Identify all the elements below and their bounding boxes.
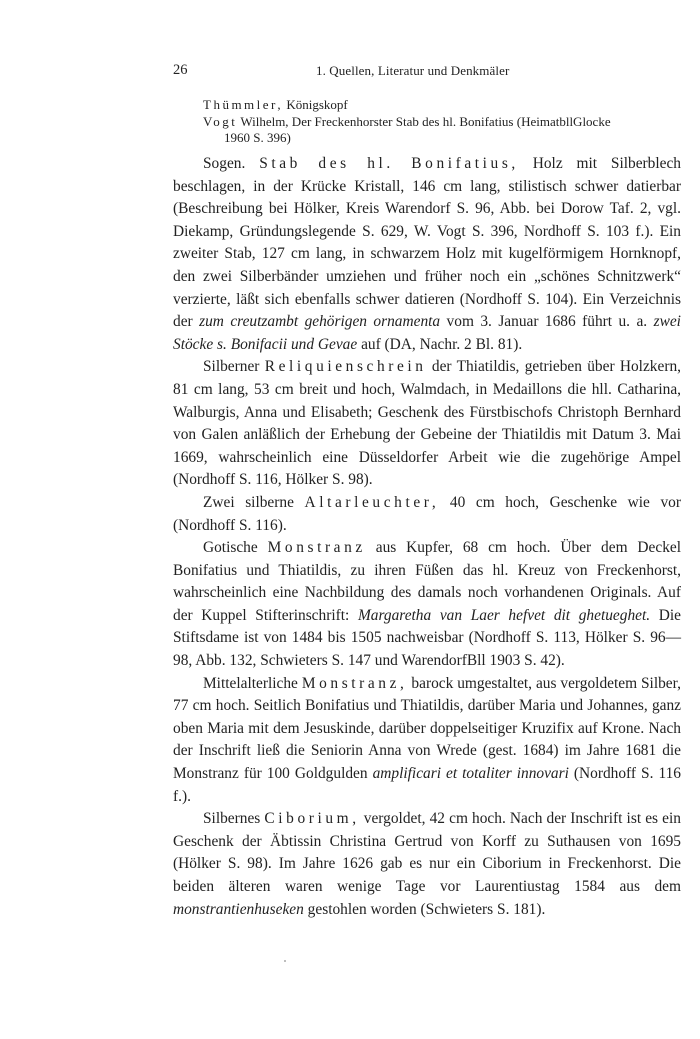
text-run: Gotische xyxy=(203,539,258,557)
reference-list xyxy=(203,97,681,147)
running-title: 1. Quellen, Literatur und Denkmäler xyxy=(316,63,510,78)
text-run: Sogen. xyxy=(203,155,246,172)
spaced-term: Reliquienschrein xyxy=(264,358,427,376)
italic-term: zwei Stöcke s. Bonifacii und Gevae xyxy=(173,313,681,353)
text-run: 40 cm hoch, Geschenke wie vor (Nordhoff S. 116). xyxy=(173,493,681,534)
reference-author: Vogt xyxy=(203,113,238,129)
text-run: Zwei silberne xyxy=(203,493,294,511)
body-text xyxy=(173,153,681,921)
text-run: (Nordhoff S. 116 f.). xyxy=(173,765,681,805)
text-run: aus Kupfer, 68 cm hoch. Über dem Deckel Bonifatius und Thiatildis, zu ihren Füßen das hl. Kreuz von Freckenhorst, wahrscheinlich eine Nachbildung des damals noch vorhandenen Originals. Auf der Kuppel Stifterinschrift: xyxy=(173,539,681,624)
reference-entry xyxy=(203,114,681,131)
spaced-term: Altarleuchter, xyxy=(304,493,440,511)
paragraph-altarleuchter xyxy=(173,492,681,537)
spaced-term: Monstranz, xyxy=(301,674,408,692)
spaced-term: Monstranz xyxy=(267,539,366,557)
text-run: auf (DA, Nachr. 2 Bl. 81). xyxy=(361,335,523,353)
spaced-term: Ciborium, xyxy=(264,810,360,828)
page-header xyxy=(173,62,681,82)
italic-term: Margaretha van Laer hefvet dit ghetueghet. xyxy=(357,606,651,624)
reference-entry xyxy=(203,97,681,114)
text-run: Mittelalterliche xyxy=(203,674,298,692)
text-run: vergoldet, 42 cm hoch. Nach der Inschrift ist es ein Geschenk der Äbtissin Christina Gertrud von Korff zu Suthausen von 1695 (Hölker S. 98). Im Jahre 1626 gab es nur ein Ciborium in Freckenhorst. Die beiden älteren waren wenige Tage vor Laurentiustag 1584 aus dem xyxy=(173,810,681,895)
paragraph-stab xyxy=(173,153,681,356)
scan-speck xyxy=(284,960,286,962)
text-run: gestohlen worden (Schwieters S. 181). xyxy=(307,900,546,918)
italic-term: zum creutzambt gehörigen ornamenta xyxy=(199,313,441,331)
text-run: vom 3. Januar 1686 führt u. a. xyxy=(446,313,648,331)
text-run: der Thiatildis, getrieben über Holzkern, 81 cm lang, 53 cm breit und hoch, Walmdach, in Medaillons die hll. Catharina, Walburgis, Anna und Elisabeth; Geschenk des Fürstbischofs Christoph Bernhard von Galen anläßlich der Erhebung der Gebeine der Thiatildis mit Datum 3. Mai 1669, wahrscheinlich eine Düsseldorfer Arbeit wie die zugehörige Ampel (Nordhoff S. 116, Hölker S. 98). xyxy=(173,358,681,489)
reference-author: Thümmler, xyxy=(203,97,284,112)
reference-title: Wilhelm, Der Freckenhorster Stab des hl. Bonifatius (HeimatbllGlocke xyxy=(240,113,611,129)
text-run: Silberner xyxy=(203,358,260,376)
reference-title: Königskopf xyxy=(286,97,348,112)
spaced-term: Stab des hl. Bonifatius, xyxy=(259,155,519,172)
page-number: 26 xyxy=(173,62,188,78)
paragraph-gotische-monstranz xyxy=(173,537,681,673)
paragraph-reliquienschrein xyxy=(173,356,681,492)
italic-term: monstrantienhuseken xyxy=(173,900,304,918)
text-run: Holz mit Silberblech beschlagen, in der Krücke Kristall, 146 cm lang, stilistisch schwer datierbar (Beschreibung bei Hölker, Kreis Warendorf S. 96, Abb. bei Dorow Taf. 2, vgl. Diekamp, Gründungslegende S. 629, W. Vogt S. 396, Nordhoff S. 103 f.). Ein zweiter Stab, 127 cm lang, in schwarzem Holz mit kugelförmigem Hornknopf, den zwei Silberbänder umziehen und früher noch ein „schönes Schnitzwerk“ verzierte, läßt sich ebenfalls schwer datieren (Nordhoff S. 104). Ein Verzeichnis der xyxy=(173,155,681,331)
text-run: Die Stiftsdame ist von 1484 bis 1505 nachweisbar (Nordhoff S. 113, Hölker S. 96—98, Abb. 132, Schwieters S. 147 und WarendorfBll 1903 S. 42). xyxy=(173,606,681,670)
reference-continuation: 1960 S. 396) xyxy=(224,130,291,146)
italic-term: amplificari et totaliter innovari xyxy=(372,765,569,783)
text-run: barock umgestaltet, aus vergoldetem Silber, 77 cm hoch. Seitlich Bonifatius und Thiatildis, darüber Maria und Johannes, ganz oben Maria mit dem Jesuskinde, darüber doppelseitiger Kruzifix auf Krone. Nach der Inschrift ließ die Seniorin Anna von Wrede (gest. 1684) im Jahre 1681 die Monstranz für 100 Goldgulden xyxy=(173,674,681,783)
paragraph-ciborium xyxy=(173,808,681,921)
text-run: Silbernes xyxy=(203,810,261,828)
paragraph-mittelalterliche-monstranz xyxy=(173,673,681,809)
